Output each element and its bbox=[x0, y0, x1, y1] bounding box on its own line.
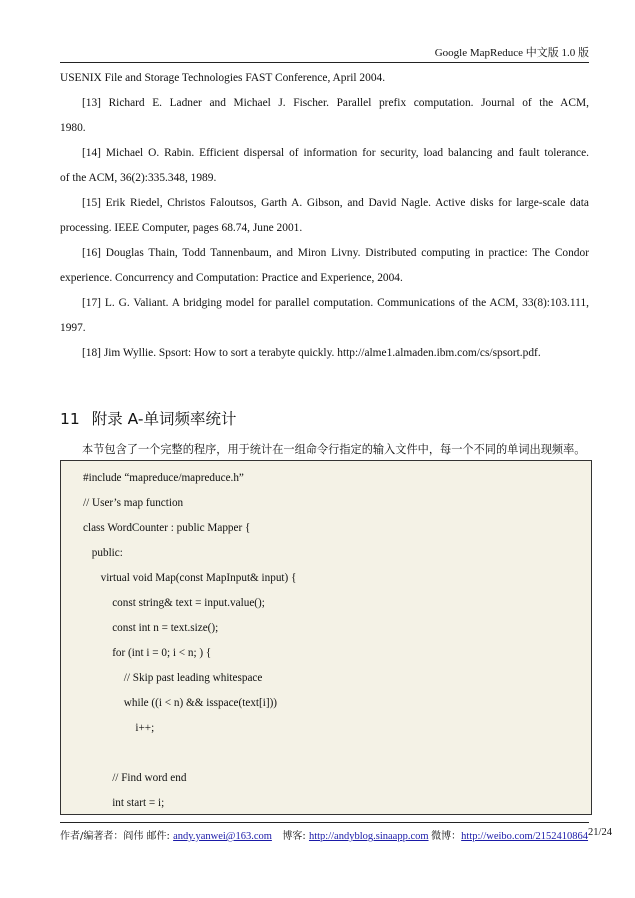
page-footer bbox=[60, 827, 612, 842]
header-rule bbox=[60, 62, 589, 63]
reference-line: [13] Richard E. Ladner and Michael J. Fischer. Parallel prefix computation. Journal of the ACM, bbox=[82, 97, 589, 109]
code-line: // Find word end bbox=[101, 772, 187, 784]
code-line: // Skip past leading whitespace bbox=[107, 672, 263, 684]
code-line: class WordCounter : public Mapper { bbox=[83, 522, 251, 534]
code-line: virtual void Map(const MapInput& input) { bbox=[95, 572, 297, 584]
code-line: int start = i; bbox=[101, 797, 165, 809]
reference-line: USENIX File and Storage Technologies FAST Conference, April 2004. bbox=[60, 72, 386, 84]
reference-line: 1997. bbox=[60, 322, 86, 334]
reference-line: [18] Jim Wyllie. Spsort: How to sort a terabyte quickly. http://alme1.almaden.ibm.com/cs/spsort.pdf. bbox=[82, 347, 541, 359]
reference-line: experience. Concurrency and Computation: Practice and Experience, 2004. bbox=[60, 272, 403, 284]
reference-list bbox=[60, 66, 589, 366]
code-line: const int n = text.size(); bbox=[101, 622, 219, 634]
footer-contact bbox=[60, 827, 588, 842]
reference-line: [16] Douglas Thain, Todd Tannenbaum, and Miron Livny. Distributed computing in practice: The Condor bbox=[82, 247, 589, 259]
code-line: // User’s map function bbox=[83, 497, 184, 509]
code-line: i++; bbox=[113, 722, 155, 734]
section-heading bbox=[60, 407, 237, 429]
blog-label: 博客: bbox=[282, 831, 309, 842]
reference-line: of the ACM, 36(2):335.348, 1989. bbox=[60, 172, 217, 184]
section-intro: 本节包含了一个完整的程序，用于统计在一组命令行指定的输入文件中，每一个不同的单词出现频率。 bbox=[82, 443, 586, 456]
author-label: 作者/编著者：阎伟 邮件: bbox=[60, 831, 174, 842]
code-line: for (int i = 0; i < n; ) { bbox=[101, 647, 212, 659]
weibo-label: 微博： bbox=[431, 831, 462, 842]
code-line: const string& text = input.value(); bbox=[101, 597, 265, 609]
running-header: Google MapReduce 中文版 1.0 版 bbox=[434, 47, 589, 59]
page-number: 21/24 bbox=[588, 827, 612, 838]
code-line: public: bbox=[89, 547, 123, 559]
blog-link[interactable]: http://andyblog.sinaapp.com bbox=[308, 831, 429, 842]
section-number: 11 bbox=[60, 410, 80, 428]
weibo-link[interactable]: http://weibo.com/2152410864 bbox=[461, 831, 589, 842]
reference-line: [14] Michael O. Rabin. Efficient dispersal of information for security, load balancing and fault tolerance. bbox=[82, 147, 589, 159]
reference-line: [15] Erik Riedel, Christos Faloutsos, Garth A. Gibson, and David Nagle. Active disks for large-scale data bbox=[82, 197, 589, 209]
code-line: while ((i < n) && isspace(text[i])) bbox=[107, 697, 278, 709]
email-link[interactable]: andy.yanwei@163.com bbox=[173, 831, 272, 842]
reference-line: 1980. bbox=[60, 122, 86, 134]
section-title: 附录 A-单词频率统计 bbox=[91, 410, 237, 428]
code-line: #include “mapreduce/mapreduce.h” bbox=[83, 472, 244, 484]
reference-line: processing. IEEE Computer, pages 68.74, June 2001. bbox=[60, 222, 303, 234]
footer-rule bbox=[60, 822, 589, 823]
code-listing bbox=[60, 460, 592, 815]
reference-line: [17] L. G. Valiant. A bridging model for parallel computation. Communications of the ACM, 33(8):103.111, bbox=[82, 297, 589, 309]
